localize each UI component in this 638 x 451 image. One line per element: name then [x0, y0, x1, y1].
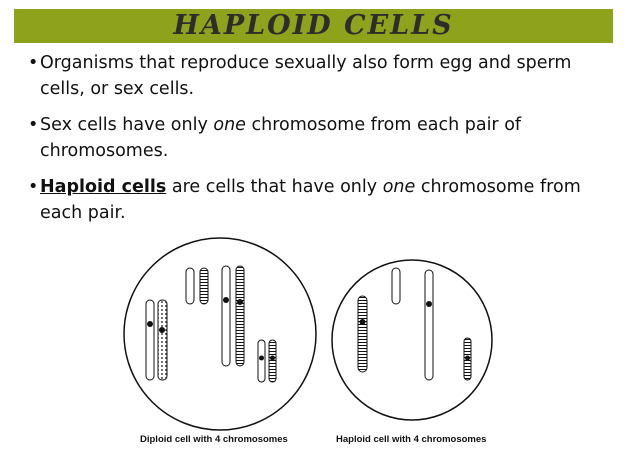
- bullet-text: chromosome from each pair.: [40, 177, 581, 223]
- haploid-cell: [332, 260, 492, 420]
- chromosome-pair-c: [222, 266, 244, 366]
- chromosome: [358, 296, 367, 372]
- diploid-cell: [124, 238, 316, 430]
- haploid-caption: Haploid cell with 4 chromosomes: [336, 434, 487, 445]
- key-term: Haploid cells: [40, 177, 167, 197]
- chromosome-pair-d: [258, 340, 276, 382]
- bullet-text: are cells that have only: [166, 177, 383, 197]
- chromosome-pair-b: [146, 300, 167, 380]
- centromere: [465, 356, 470, 361]
- bullet-dot: •: [28, 53, 39, 73]
- bullet-dot: •: [28, 115, 39, 135]
- diploid-caption: Diploid cell with 4 chromosomes: [140, 434, 288, 445]
- bullet-emphasis: one: [382, 177, 416, 197]
- bullet-emphasis: one: [213, 115, 246, 135]
- bullet-text: Sex cells have only: [40, 115, 214, 135]
- centromere: [426, 301, 432, 307]
- chromosome-pair-a: [186, 268, 208, 304]
- centromere: [360, 319, 366, 325]
- bullet-text: chromosome from each pair of chromosomes.: [40, 115, 522, 161]
- chromosome: [392, 268, 400, 304]
- bullet-dot: •: [28, 177, 39, 197]
- chromosome: [425, 270, 433, 380]
- bullet-text: Organisms that reproduce sexually also form egg and sperm cells, or sex cells.: [40, 53, 572, 99]
- slide-title: HAPLOID CELLS: [173, 10, 454, 41]
